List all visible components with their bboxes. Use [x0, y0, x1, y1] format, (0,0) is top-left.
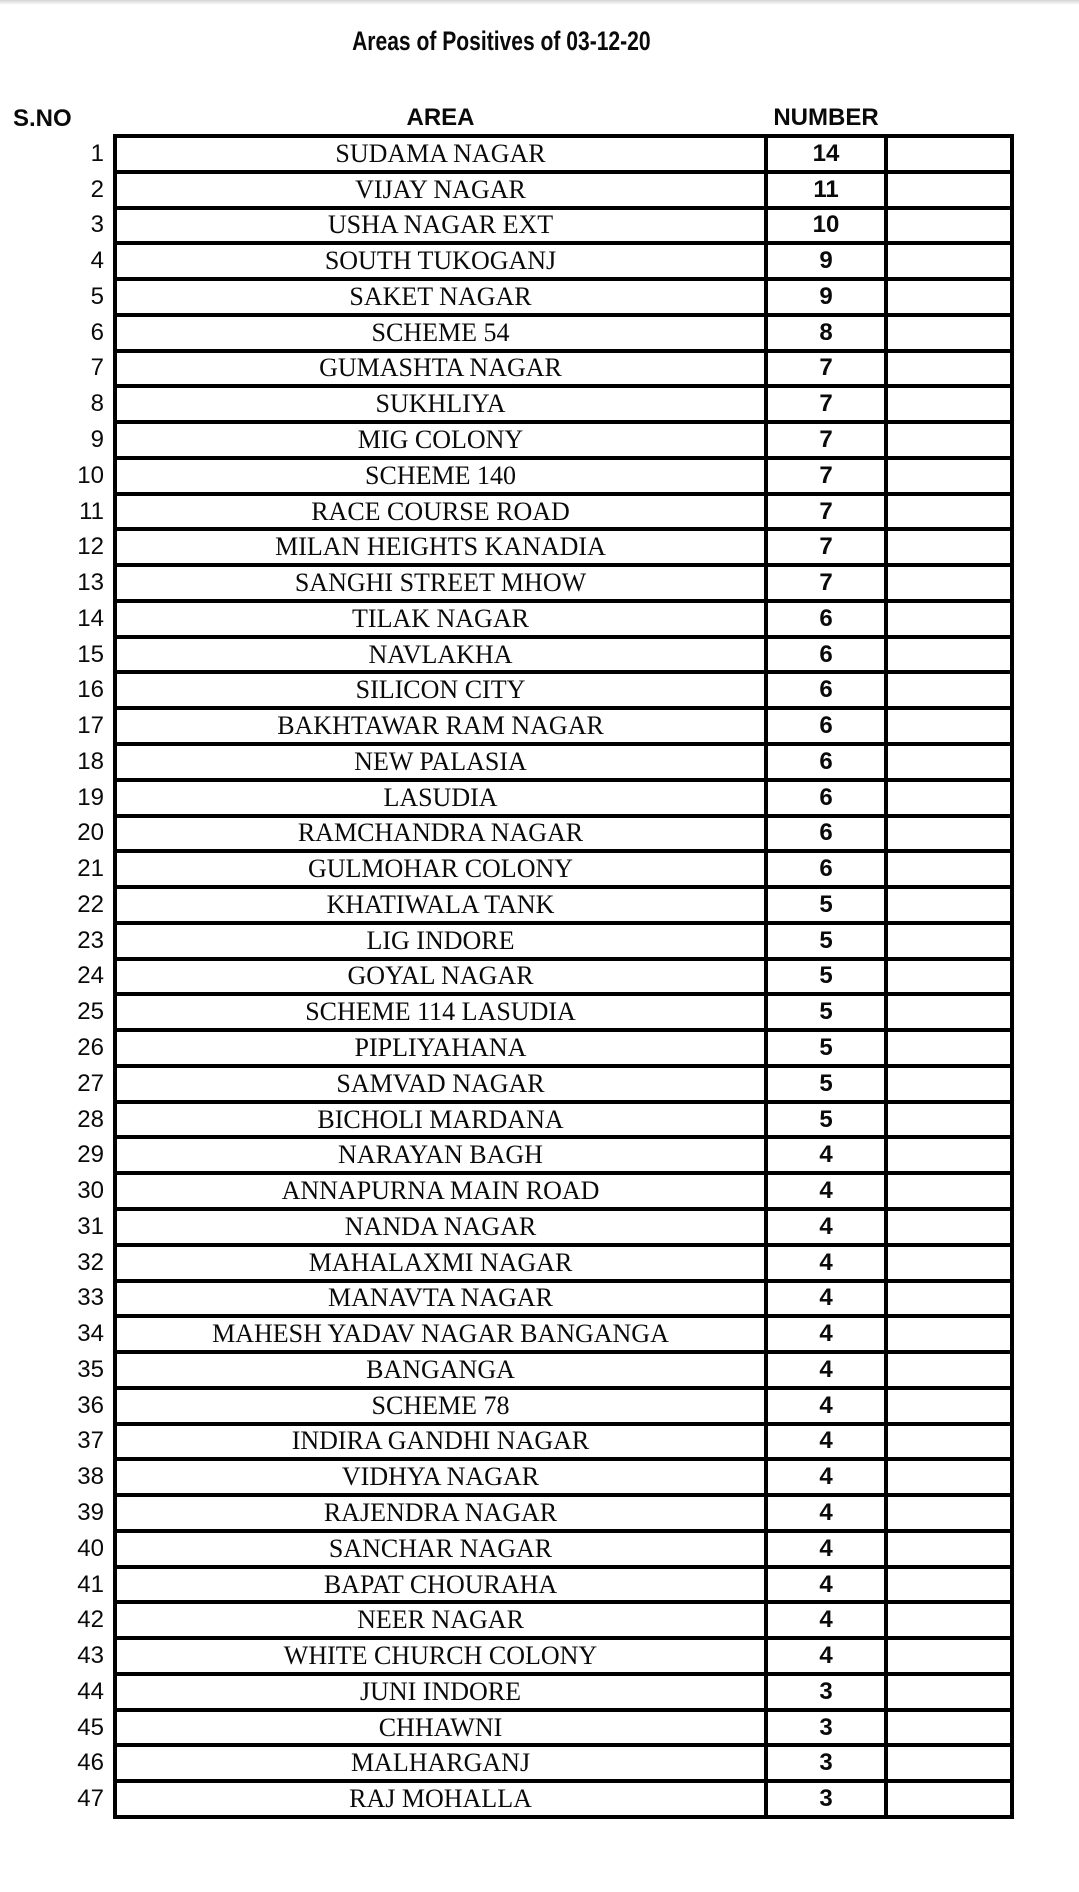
sno-cell: 10: [77, 461, 104, 489]
number-cell: 4: [766, 1209, 886, 1245]
blank-cell: [886, 1352, 1012, 1388]
number-cell: 5: [766, 887, 886, 923]
number-cell: 4: [766, 1388, 886, 1424]
table-row: [0, 923, 1012, 959]
number-cell: 10: [766, 208, 886, 244]
area-cell: PIPLIYAHANA: [115, 1030, 766, 1066]
blank-cell: [886, 1781, 1012, 1817]
number-cell: 6: [766, 780, 886, 816]
sno-cell: 7: [90, 354, 104, 382]
sno-cell: 19: [77, 783, 104, 811]
table-row: [0, 994, 1012, 1030]
number-cell: 5: [766, 1030, 886, 1066]
number-cell: 5: [766, 994, 886, 1030]
number-cell: 7: [766, 565, 886, 601]
table-row: [0, 1066, 1012, 1102]
column-header-area: AREA: [406, 104, 475, 131]
blank-cell: [886, 1388, 1012, 1424]
blank-cell: [886, 279, 1012, 315]
blank-cell: [886, 1066, 1012, 1102]
number-cell: 3: [766, 1781, 886, 1817]
sno-cell: 41: [77, 1570, 104, 1598]
sno-cell: 26: [77, 1034, 104, 1062]
sno-cell: 23: [77, 926, 104, 954]
area-cell: MILAN HEIGHTS KANADIA: [115, 529, 766, 565]
table-row: [0, 851, 1012, 887]
number-cell: 9: [766, 243, 886, 279]
number-cell: 4: [766, 1602, 886, 1638]
area-cell: MAHESH YADAV NAGAR BANGANGA: [115, 1316, 766, 1352]
blank-cell: [886, 1137, 1012, 1173]
blank-cell: [886, 1316, 1012, 1352]
table-row: [0, 1352, 1012, 1388]
table-row: [0, 744, 1012, 780]
scan-edge-artifact: [0, 0, 1079, 5]
blank-cell: [886, 529, 1012, 565]
sno-cell: 42: [77, 1606, 104, 1634]
blank-cell: [886, 1710, 1012, 1746]
area-cell: MANAVTA NAGAR: [115, 1281, 766, 1317]
table-row: [0, 780, 1012, 816]
sno-cell: 38: [77, 1463, 104, 1491]
sno-cell: 40: [77, 1534, 104, 1562]
sno-cell: 5: [90, 282, 104, 310]
sno-cell: 1: [90, 139, 104, 167]
number-cell: 4: [766, 1137, 886, 1173]
table-row: [0, 315, 1012, 351]
area-cell: RAMCHANDRA NAGAR: [115, 816, 766, 852]
area-cell: GULMOHAR COLONY: [115, 851, 766, 887]
area-cell: NEW PALASIA: [115, 744, 766, 780]
sno-cell: 8: [90, 390, 104, 418]
blank-cell: [886, 386, 1012, 422]
table-row: [0, 1173, 1012, 1209]
table-row: [0, 494, 1012, 530]
blank-cell: [886, 565, 1012, 601]
blank-cell: [886, 1602, 1012, 1638]
area-cell: SCHEME 78: [115, 1388, 766, 1424]
blank-cell: [886, 959, 1012, 995]
area-cell: NARAYAN BAGH: [115, 1137, 766, 1173]
blank-cell: [886, 816, 1012, 852]
table-row: [0, 1602, 1012, 1638]
number-cell: 11: [766, 172, 886, 208]
blank-cell: [886, 1245, 1012, 1281]
column-header-sno: S.NO: [13, 105, 72, 132]
area-cell: RAJENDRA NAGAR: [115, 1495, 766, 1531]
number-cell: 4: [766, 1281, 886, 1317]
area-cell: VIJAY NAGAR: [115, 172, 766, 208]
blank-cell: [886, 172, 1012, 208]
sno-cell: 25: [77, 998, 104, 1026]
sno-cell: 28: [77, 1105, 104, 1133]
table-row: [0, 1710, 1012, 1746]
sno-cell: 27: [77, 1069, 104, 1097]
blank-cell: [886, 494, 1012, 530]
table-row: [0, 1245, 1012, 1281]
sno-cell: 43: [77, 1642, 104, 1670]
table-row: [0, 708, 1012, 744]
area-cell: RAJ MOHALLA: [115, 1781, 766, 1817]
blank-cell: [886, 1638, 1012, 1674]
table-row: [0, 1316, 1012, 1352]
area-cell: SAKET NAGAR: [115, 279, 766, 315]
area-cell: NAVLAKHA: [115, 637, 766, 673]
blank-cell: [886, 1745, 1012, 1781]
area-cell: JUNI INDORE: [115, 1674, 766, 1710]
area-cell: SANGHI STREET MHOW: [115, 565, 766, 601]
table-row: [0, 637, 1012, 673]
area-cell: SCHEME 114 LASUDIA: [115, 994, 766, 1030]
blank-cell: [886, 1173, 1012, 1209]
sno-cell: 32: [77, 1248, 104, 1276]
sno-cell: 3: [90, 211, 104, 239]
column-header-blank: [886, 102, 1012, 136]
number-cell: 4: [766, 1424, 886, 1460]
area-cell: USHA NAGAR EXT: [115, 208, 766, 244]
table-row: [0, 1567, 1012, 1603]
number-cell: 6: [766, 816, 886, 852]
table-row: [0, 601, 1012, 637]
number-cell: 4: [766, 1245, 886, 1281]
sno-cell: 15: [77, 640, 104, 668]
table-row: [0, 816, 1012, 852]
area-cell: MAHALAXMI NAGAR: [115, 1245, 766, 1281]
table-row: [0, 1745, 1012, 1781]
area-cell: BANGANGA: [115, 1352, 766, 1388]
number-cell: 3: [766, 1710, 886, 1746]
title-container: [0, 26, 1003, 57]
number-cell: 5: [766, 1066, 886, 1102]
table-row: [0, 1495, 1012, 1531]
table-row: [0, 1388, 1012, 1424]
sno-cell: 35: [77, 1355, 104, 1383]
table-row: [0, 1424, 1012, 1460]
area-cell: INDIRA GANDHI NAGAR: [115, 1424, 766, 1460]
table-row: [0, 565, 1012, 601]
blank-cell: [886, 1102, 1012, 1138]
area-cell: LASUDIA: [115, 780, 766, 816]
blank-cell: [886, 458, 1012, 494]
blank-cell: [886, 243, 1012, 279]
number-cell: 3: [766, 1745, 886, 1781]
sno-cell: 9: [90, 426, 104, 453]
blank-cell: [886, 780, 1012, 816]
areas-table: [0, 102, 1014, 1819]
area-cell: SUKHLIYA: [115, 386, 766, 422]
blank-cell: [886, 994, 1012, 1030]
sno-cell: 24: [77, 962, 104, 990]
area-cell: GOYAL NAGAR: [115, 959, 766, 995]
sno-cell: 34: [77, 1320, 104, 1348]
number-cell: 9: [766, 279, 886, 315]
blank-cell: [886, 887, 1012, 923]
area-cell: WHITE CHURCH COLONY: [115, 1638, 766, 1674]
blank-cell: [886, 1495, 1012, 1531]
table-row: [0, 422, 1012, 458]
sno-cell: 45: [77, 1713, 104, 1741]
table-row: [0, 386, 1012, 422]
blank-cell: [886, 136, 1012, 172]
table-row: [0, 136, 1012, 172]
number-cell: 4: [766, 1567, 886, 1603]
number-cell: 7: [766, 386, 886, 422]
number-cell: 6: [766, 601, 886, 637]
sno-cell: 44: [77, 1677, 104, 1705]
sno-cell: 17: [77, 712, 104, 740]
table-row: [0, 1638, 1012, 1674]
table-row: [0, 1102, 1012, 1138]
blank-cell: [886, 601, 1012, 637]
blank-cell: [886, 208, 1012, 244]
column-header-number: NUMBER: [773, 104, 879, 131]
number-cell: 7: [766, 422, 886, 458]
area-cell: SCHEME 140: [115, 458, 766, 494]
table-row: [0, 208, 1012, 244]
area-cell: SOUTH TUKOGANJ: [115, 243, 766, 279]
sno-cell: 33: [77, 1284, 104, 1312]
number-cell: 6: [766, 851, 886, 887]
sno-cell: 22: [77, 890, 104, 918]
sno-cell: 39: [77, 1498, 104, 1526]
blank-cell: [886, 1459, 1012, 1495]
table-row: [0, 672, 1012, 708]
blank-cell: [886, 1424, 1012, 1460]
table-row: [0, 1030, 1012, 1066]
sno-cell: 14: [77, 604, 104, 632]
number-cell: 7: [766, 351, 886, 387]
table-row: [0, 529, 1012, 565]
area-cell: MIG COLONY: [115, 422, 766, 458]
number-cell: 4: [766, 1352, 886, 1388]
blank-cell: [886, 1281, 1012, 1317]
number-cell: 6: [766, 672, 886, 708]
number-cell: 4: [766, 1173, 886, 1209]
sno-cell: 2: [90, 175, 104, 203]
number-cell: 7: [766, 494, 886, 530]
area-cell: CHHAWNI: [115, 1710, 766, 1746]
area-cell: NEER NAGAR: [115, 1602, 766, 1638]
blank-cell: [886, 923, 1012, 959]
number-cell: 8: [766, 315, 886, 351]
area-cell: KHATIWALA TANK: [115, 887, 766, 923]
table-row: [0, 1209, 1012, 1245]
number-cell: 6: [766, 708, 886, 744]
table-row: [0, 172, 1012, 208]
sno-cell: 13: [77, 569, 104, 597]
number-cell: 3: [766, 1674, 886, 1710]
sno-cell: 31: [77, 1212, 104, 1240]
area-cell: GUMASHTA NAGAR: [115, 351, 766, 387]
blank-cell: [886, 1567, 1012, 1603]
blank-cell: [886, 1209, 1012, 1245]
page-title: Areas of Positives of 03-12-20: [352, 26, 651, 56]
table-row: [0, 351, 1012, 387]
blank-cell: [886, 1674, 1012, 1710]
number-cell: 4: [766, 1316, 886, 1352]
sno-cell: 30: [77, 1177, 104, 1205]
area-cell: SCHEME 54: [115, 315, 766, 351]
sno-cell: 12: [77, 533, 104, 561]
number-cell: 5: [766, 1102, 886, 1138]
blank-cell: [886, 708, 1012, 744]
table-row: [0, 959, 1012, 995]
sno-cell: 46: [77, 1749, 104, 1777]
table-header-row: [0, 102, 1012, 136]
sno-cell: 36: [77, 1391, 104, 1419]
blank-cell: [886, 637, 1012, 673]
blank-cell: [886, 1030, 1012, 1066]
table-row: [0, 1459, 1012, 1495]
number-cell: 7: [766, 529, 886, 565]
area-cell: ANNAPURNA MAIN ROAD: [115, 1173, 766, 1209]
table-row: [0, 243, 1012, 279]
area-cell: MALHARGANJ: [115, 1745, 766, 1781]
table-row: [0, 279, 1012, 315]
number-cell: 5: [766, 959, 886, 995]
area-cell: BAKHTAWAR RAM NAGAR: [115, 708, 766, 744]
area-cell: BAPAT CHOURAHA: [115, 1567, 766, 1603]
blank-cell: [886, 422, 1012, 458]
table-row: [0, 1781, 1012, 1817]
area-cell: SILICON CITY: [115, 672, 766, 708]
area-cell: LIG INDORE: [115, 923, 766, 959]
number-cell: 14: [766, 136, 886, 172]
number-cell: 6: [766, 744, 886, 780]
table-body: [0, 136, 1012, 1817]
sno-cell: 21: [77, 855, 104, 883]
blank-cell: [886, 315, 1012, 351]
table-row: [0, 1674, 1012, 1710]
area-cell: TILAK NAGAR: [115, 601, 766, 637]
sno-cell: 18: [77, 747, 104, 775]
number-cell: 6: [766, 637, 886, 673]
blank-cell: [886, 851, 1012, 887]
sno-cell: 37: [77, 1427, 104, 1455]
sno-cell: 47: [77, 1785, 104, 1813]
number-cell: 4: [766, 1459, 886, 1495]
area-cell: RACE COURSE ROAD: [115, 494, 766, 530]
blank-cell: [886, 744, 1012, 780]
area-cell: NANDA NAGAR: [115, 1209, 766, 1245]
area-cell: SUDAMA NAGAR: [115, 136, 766, 172]
blank-cell: [886, 1531, 1012, 1567]
number-cell: 7: [766, 458, 886, 494]
table-row: [0, 458, 1012, 494]
area-cell: SANCHAR NAGAR: [115, 1531, 766, 1567]
area-cell: BICHOLI MARDANA: [115, 1102, 766, 1138]
sno-cell: 11: [79, 497, 104, 525]
blank-cell: [886, 351, 1012, 387]
number-cell: 5: [766, 923, 886, 959]
blank-cell: [886, 672, 1012, 708]
area-cell: VIDHYA NAGAR: [115, 1459, 766, 1495]
sno-cell: 6: [90, 318, 104, 346]
sno-cell: 16: [77, 676, 104, 704]
area-cell: SAMVAD NAGAR: [115, 1066, 766, 1102]
number-cell: 4: [766, 1531, 886, 1567]
number-cell: 4: [766, 1638, 886, 1674]
table-row: [0, 1531, 1012, 1567]
sno-cell: 29: [77, 1141, 104, 1169]
sno-cell: 20: [77, 819, 104, 847]
table-row: [0, 887, 1012, 923]
sno-cell: 4: [90, 247, 104, 275]
table-row: [0, 1137, 1012, 1173]
table-row: [0, 1281, 1012, 1317]
number-cell: 4: [766, 1495, 886, 1531]
